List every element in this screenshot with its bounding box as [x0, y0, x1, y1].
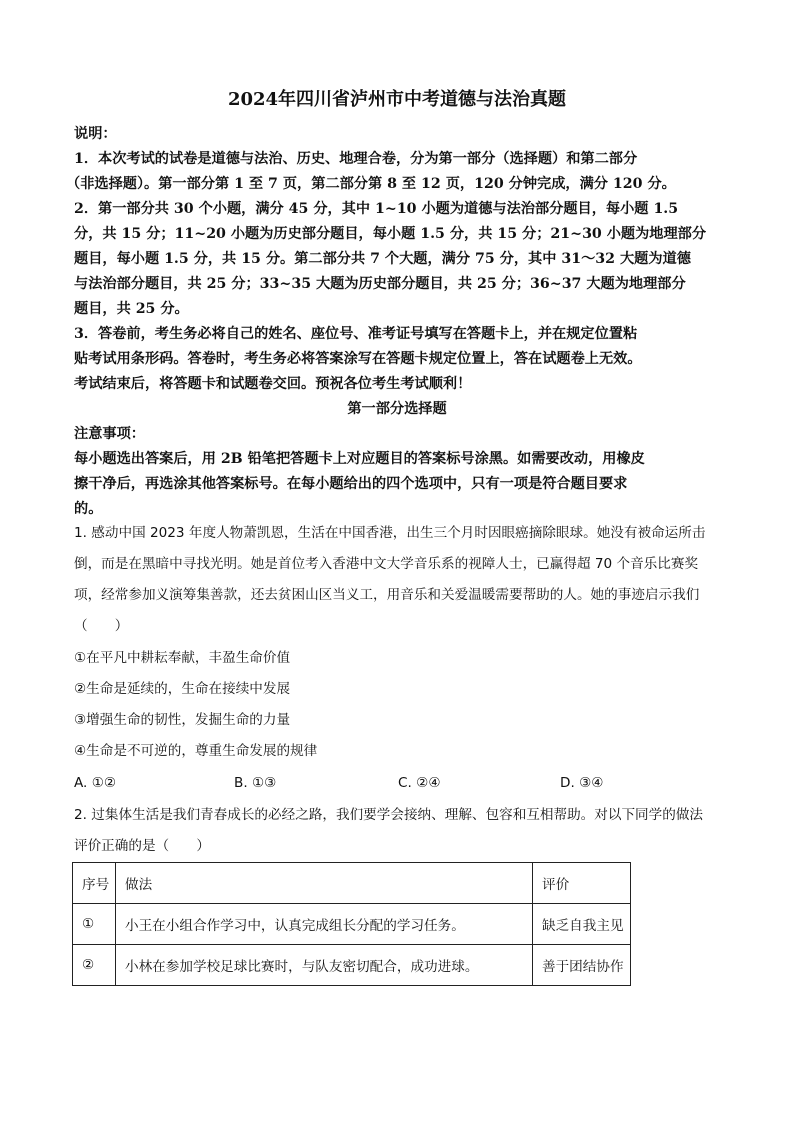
- instruction-line: 题目，共 25 分。: [74, 301, 189, 317]
- table-header-row: [73, 863, 631, 904]
- q1-item: ①在平凡中耕耘奉献，丰盈生命价值: [74, 650, 291, 666]
- notes-heading: 注意事项：: [74, 426, 145, 442]
- header-action: 做法: [116, 863, 533, 904]
- table-row: [73, 945, 631, 986]
- q1-item: ③增强生命的韧性，发掘生命的力量: [74, 712, 291, 728]
- section-title: 第一部分选择题: [347, 401, 447, 417]
- instruction-line: 考试结束后，将答题卡和试题卷交回。预祝各位考生考试顺利！: [74, 376, 472, 392]
- instruction-line: 1．本次考试的试卷是道德与法治、历史、地理合卷，分为第一部分（选择题）和第二部分: [74, 151, 638, 167]
- instructions-heading: 说明：: [74, 126, 117, 142]
- row-evaluation: 善于团结协作: [533, 945, 631, 986]
- instruction-line: （非选择题）。第一部分第 1 至 7 页，第二部分第 8 至 12 页，120 分钟完成，满分 120 分。: [66, 176, 676, 192]
- q1-options: [74, 768, 724, 799]
- instruction-line: 与法治部分题目，共 25 分；33~35 大题为历史部分题目，共 25 分；36~37 大题为地理部分: [74, 276, 686, 292]
- instruction-line: 3．答卷前，考生务必将自己的姓名、座位号、准考证号填写在答题卡上，并在规定位置粘: [74, 326, 638, 342]
- instruction-line: 2．第一部分共 30 个小题，满分 45 分，其中 1~10 小题为道德与法治部分题目，每小题 1.5: [74, 201, 679, 217]
- instruction-line: 题目，每小题 1.5 分，共 15 分。第二部分共 7 个大题，满分 75 分，其中 31～32 大题为道德: [74, 251, 691, 267]
- row-index: ①: [73, 904, 116, 945]
- q2-stem-line: 评价正确的是（ ）: [74, 838, 210, 854]
- q1-answer-blank: （ ）: [74, 618, 129, 634]
- header-index: 序号: [73, 863, 116, 904]
- q2-stem-line: 2. 过集体生活是我们青春成长的必经之路，我们要学会接纳、理解、包容和互相帮助。对以下同学的做法: [74, 807, 704, 823]
- q1-item: ④生命是不可逆的，尊重生命发展的规律: [74, 743, 318, 759]
- notes-line: 擦干净后，再选涂其他答案标号。在每小题给出的四个选项中，只有一项是符合题目要求: [74, 476, 628, 492]
- q1-option-b[interactable]: B. ①③: [234, 775, 277, 791]
- q1-option-c[interactable]: C. ②④: [398, 775, 441, 791]
- q1-stem-line: 倒，而是在黑暗中寻找光明。她是首位考入香港中文大学音乐系的视障人士，已赢得超 70 个音乐比赛奖: [74, 556, 699, 572]
- q1-stem-line: 1. 感动中国 2023 年度人物萧凯恩，生活在中国香港，出生三个月时因眼癌摘除眼球。她没有被命运所击: [74, 525, 706, 541]
- q1-option-a[interactable]: A. ①②: [74, 775, 117, 791]
- exam-title: 2024年四川省泸州市中考道德与法治真题: [227, 89, 567, 110]
- row-action: 小王在小组合作学习中，认真完成组长分配的学习任务。: [116, 904, 533, 945]
- q1-option-d[interactable]: D. ③④: [560, 775, 604, 791]
- notes-line: 每小题选出答案后，用 2B 铅笔把答题卡上对应题目的答案标号涂黑。如需要改动，用橡皮: [74, 451, 645, 467]
- q2-table: [72, 862, 631, 986]
- row-index: ②: [73, 945, 116, 986]
- header-evaluation: 评价: [533, 863, 631, 904]
- instruction-line: 贴考试用条形码。答卷时，考生务必将答案涂写在答题卡规定位置上，答在试题卷上无效。: [74, 351, 642, 367]
- q1-stem-line: 项，经常参加义演筹集善款，还去贫困山区当义工，用音乐和关爱温暖需要帮助的人。她的事迹启示我们: [74, 587, 700, 603]
- row-evaluation: 缺乏自我主见: [533, 904, 631, 945]
- row-action: 小林在参加学校足球比赛时，与队友密切配合，成功进球。: [116, 945, 533, 986]
- q1-item: ②生命是延续的，生命在接续中发展: [74, 681, 291, 697]
- notes-line: 的。: [74, 501, 103, 517]
- table-row: [73, 904, 631, 945]
- instruction-line: 分，共 15 分；11~20 小题为历史部分题目，每小题 1.5 分，共 15 分；21~30 小题为地理部分: [74, 226, 707, 242]
